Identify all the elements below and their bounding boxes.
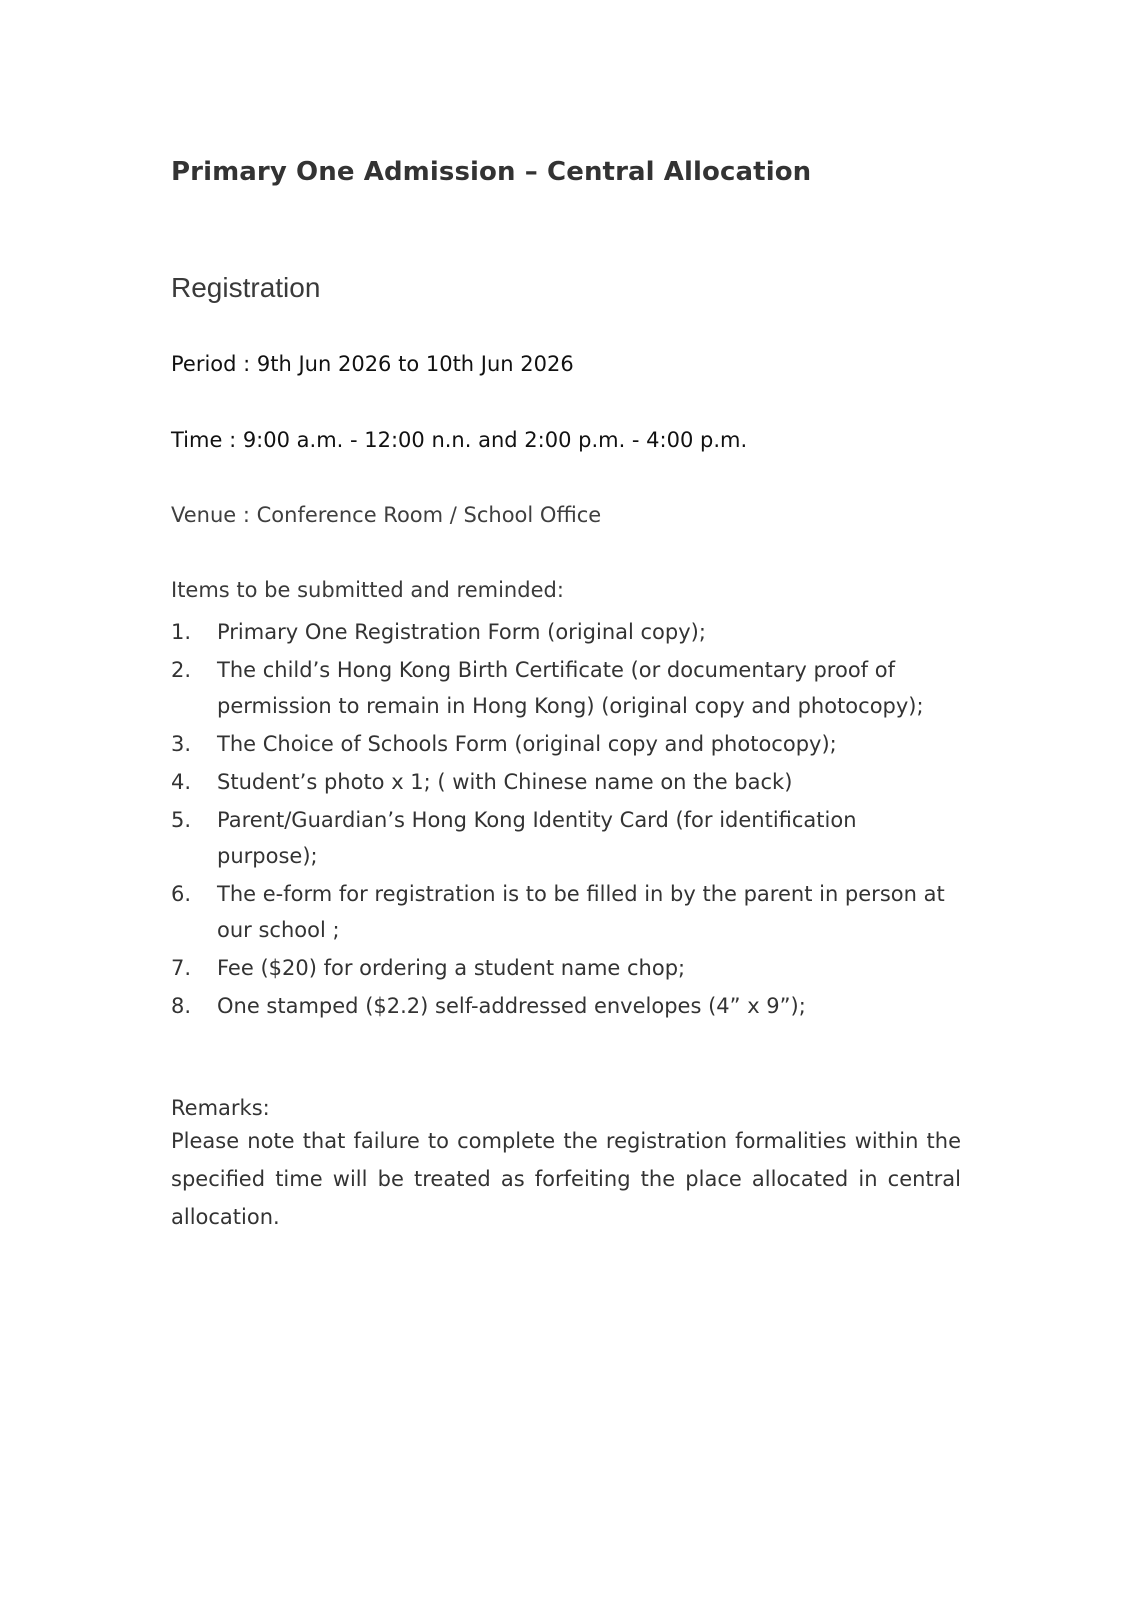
items-heading: Items to be submitted and reminded: (171, 578, 564, 602)
document-title: Primary One Admission – Central Allocation (171, 157, 812, 187)
list-item-text: One stamped ($2.2) self-addressed envelopes (4” x 9”); (217, 994, 806, 1018)
list-item (171, 652, 961, 724)
remarks-heading: Remarks: (171, 1096, 270, 1120)
list-item-number: 4. (171, 770, 192, 794)
list-item (171, 876, 961, 948)
section-heading-registration: Registration (171, 272, 321, 303)
remarks-text: Please note that failure to complete the registration formalities within the specified time will be treated as forfeiting the place allocated in central allocation. (171, 1129, 961, 1229)
list-item (171, 950, 961, 986)
list-item-text: Fee ($20) for ordering a student name chop; (217, 956, 686, 980)
list-item-text: Primary One Registration Form (original copy); (217, 620, 706, 644)
list-item (171, 764, 961, 800)
list-item-text: Student’s photo x 1; ( with Chinese name on the back) (217, 770, 793, 794)
list-item-number: 8. (171, 994, 192, 1018)
list-item-number: 6. (171, 882, 192, 906)
list-item (171, 988, 961, 1024)
list-item-text: The child’s Hong Kong Birth Certificate (or documentary proof of permission to remain in Hong Kong) (original copy and photocopy); (217, 658, 924, 718)
list-item-number: 2. (171, 658, 192, 682)
list-item-number: 5. (171, 808, 192, 832)
list-item-number: 7. (171, 956, 192, 980)
list-item (171, 614, 961, 650)
registration-period: Period : 9th Jun 2026 to 10th Jun 2026 (171, 352, 574, 376)
registration-time: Time : 9:00 a.m. - 12:00 n.n. and 2:00 p.m. - 4:00 p.m. (171, 428, 748, 452)
list-item (171, 726, 961, 762)
list-item-text: The Choice of Schools Form (original copy and photocopy); (217, 732, 837, 756)
list-item-text: Parent/Guardian’s Hong Kong Identity Card (for identification purpose); (217, 808, 857, 868)
list-item (171, 802, 961, 874)
list-item-text: The e-form for registration is to be filled in by the parent in person at our school ; (217, 882, 945, 942)
list-item-number: 3. (171, 732, 192, 756)
registration-venue: Venue : Conference Room / School Office (171, 503, 602, 527)
list-item-number: 1. (171, 620, 192, 644)
items-list (171, 614, 961, 1026)
